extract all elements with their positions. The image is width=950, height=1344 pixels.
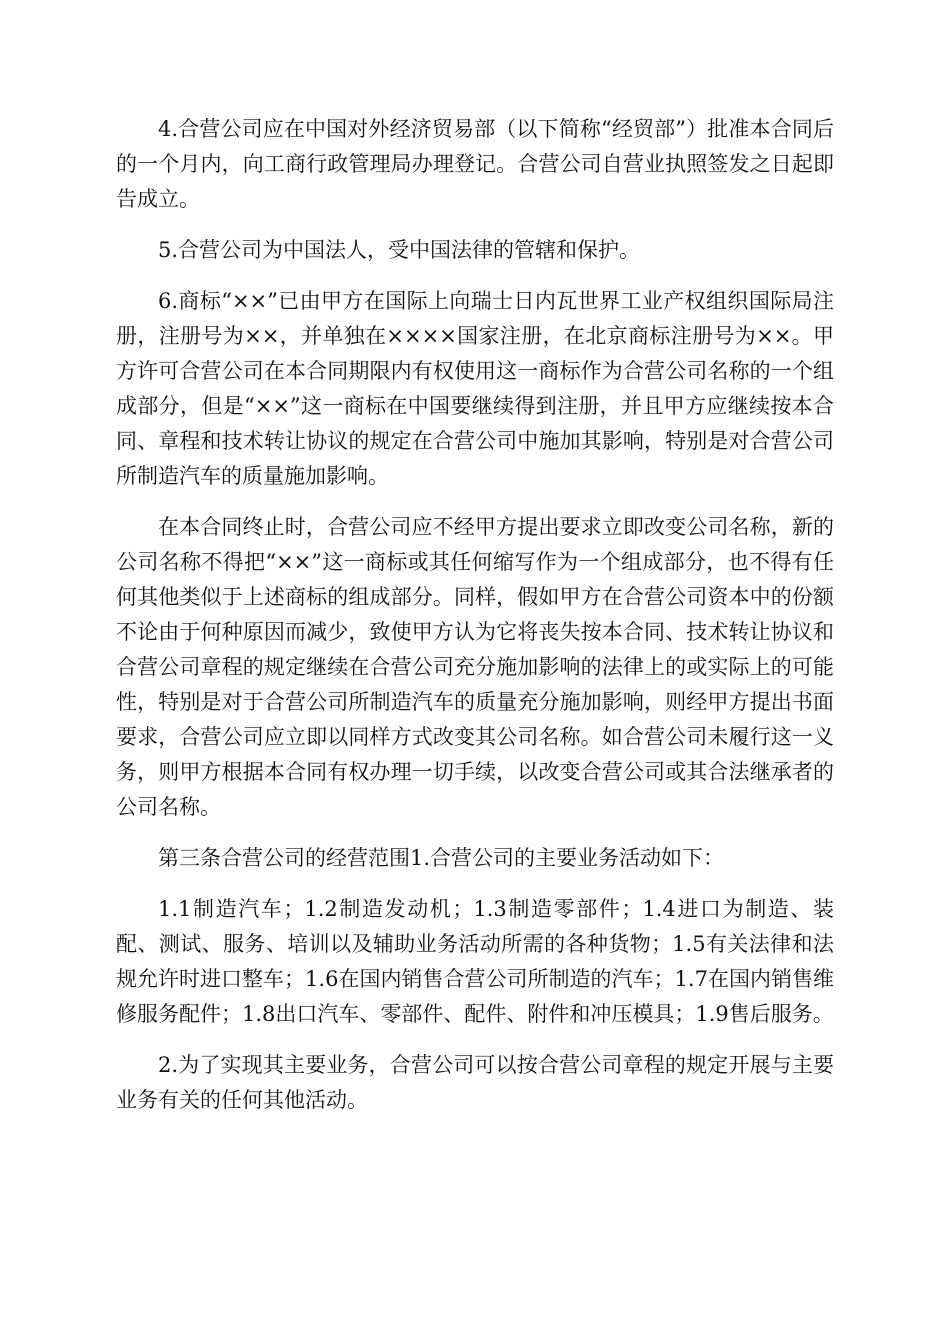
paragraph-article-3-scope: 第三条合营公司的经营范围1.合营公司的主要业务活动如下： (158, 846, 725, 870)
paragraph-article-4: 4.合营公司应在中国对外经济贸易部（以下简称“经贸部”）批准本合同后的一个月内，向工商行政管理局办理登记。合营公司自营业执照签发之日起即告成立。 (116, 117, 834, 211)
document-body (116, 112, 834, 1118)
paragraph-article-5: 5.合营公司为中国法人，受中国法律的管辖和保护。 (158, 238, 641, 262)
paragraph-contract-termination: 在本合同终止时，合营公司应不经甲方提出要求立即改变公司名称，新的公司名称不得把“××”这一商标或其任何缩写作为一个组成部分，也不得有任何其他类似于上述商标的组成部分。同样，假如甲方在合营公司资本中的份额不论由于何种原因而减少，致使甲方认为它将丧失按本合同、技术转让协议和合营公司章程的规定继续在合营公司充分施加影响的法律上的或实际上的可能性，特别是对于合营公司所制造汽车的质量充分施加影响，则经甲方提出书面要求，合营公司应立即以同样方式改变其公司名称。如合营公司未履行这一义务，则甲方根据本合同有权办理一切手续，以改变合营公司或其合法继承者的公司名称。 (116, 515, 834, 819)
paragraph-article-6-trademark: 6.商标“××”已由甲方在国际上向瑞士日内瓦世界工业产权组织国际局注册，注册号为××，并单独在××××国家注册，在北京商标注册号为××。甲方许可合营公司在本合同期限内有权使用这一商标作为合营公司名称的一个组成部分，但是“××”这一商标在中国要继续得到注册，并且甲方应继续按本合同、章程和技术转让协议的规定在合营公司中施加其影响，特别是对合营公司所制造汽车的质量施加影响。 (116, 289, 834, 488)
paragraph-business-activities: 1.1制造汽车；1.2制造发动机；1.3制造零部件；1.4进口为制造、装配、测试、服务、培训以及辅助业务活动所需的各种货物；1.5有关法律和法规允许时进口整车；1.6在国内销售合营公司所制造的汽车；1.7在国内销售维修服务配件；1.8出口汽车、零部件、配件、附件和冲压模具；1.9售后服务。 (116, 897, 834, 1026)
paragraph-other-activities: 2.为了实现其主要业务，合营公司可以按合营公司章程的规定开展与主要业务有关的任何其他活动。 (116, 1053, 834, 1112)
